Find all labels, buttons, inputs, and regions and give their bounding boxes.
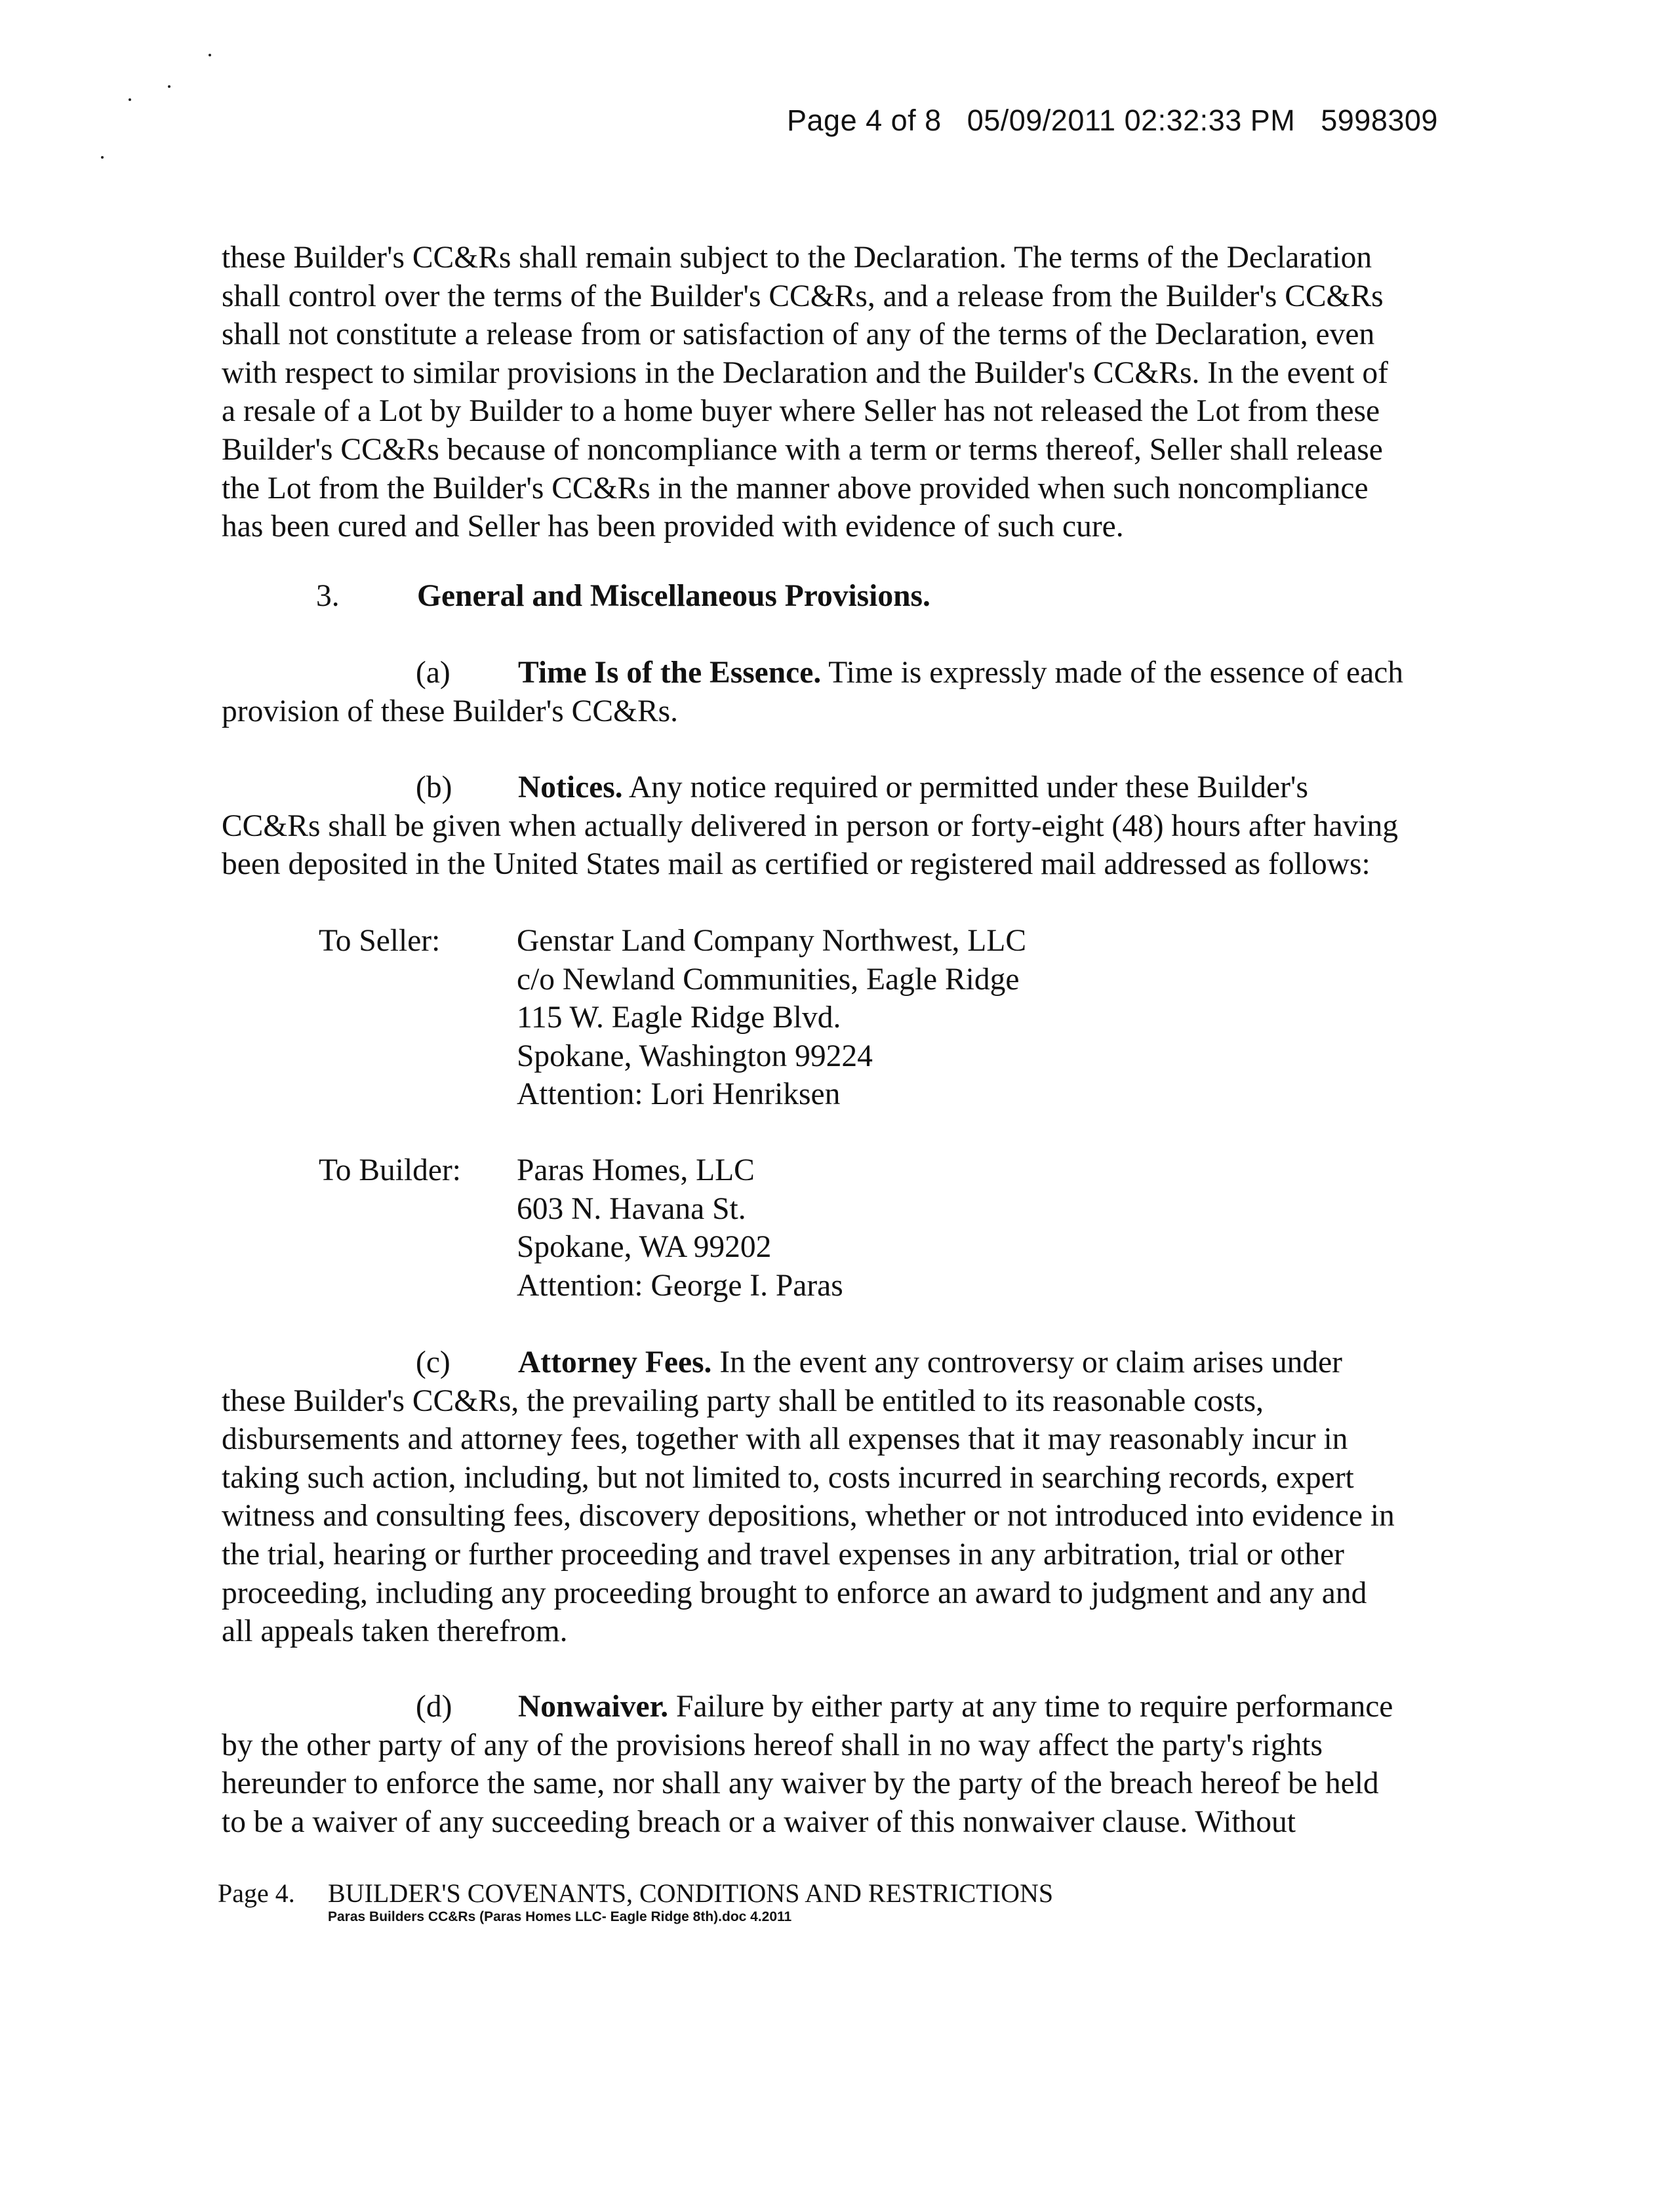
address-line: 115 W. Eagle Ridge Blvd.: [517, 1001, 841, 1035]
provision-first-line: [222, 1688, 1468, 1726]
text-line: proceeding, including any proceeding brought to enforce an award to judgment and any and: [222, 1576, 1367, 1610]
provision-b: [222, 768, 1468, 884]
text-line: taking such action, including, but not limited to, costs incurred in searching records, expert: [222, 1460, 1354, 1495]
text-line: CC&Rs shall be given when actually delivered in person or forty-eight (48) hours after having: [222, 808, 1398, 843]
provision-title: Nonwaiver.: [518, 1690, 669, 1724]
address-line: 603 N. Havana St.: [517, 1191, 746, 1226]
provision-label: (c): [416, 1345, 450, 1379]
text-line: the trial, hearing or further proceeding and travel expenses in any arbitration, trial or other: [222, 1537, 1344, 1572]
text-line: all appeals taken therefrom.: [222, 1614, 568, 1649]
provision-first-line: [222, 654, 1468, 692]
text-line: a resale of a Lot by Builder to a home buyer where Seller has not released the Lot from these: [222, 394, 1380, 429]
text-line: these Builder's CC&Rs, the prevailing party shall be entitled to its reasonable costs,: [222, 1383, 1264, 1418]
scan-speck: [168, 85, 170, 88]
text-line: to be a waiver of any succeeding breach or a waiver of this nonwaiver clause. Without: [222, 1804, 1296, 1839]
builder-address-lines: [517, 1151, 843, 1305]
text-line: been deposited in the United States mail as certified or registered mail addressed as follows:: [222, 847, 1370, 882]
text-line: disbursements and attorney fees, together with all expenses that it may reasonably incur in: [222, 1422, 1348, 1457]
footer-filename: Paras Builders CC&Rs (Paras Homes LLC- Eagle Ridge 8th).doc 4.2011: [328, 1909, 792, 1924]
provision-label: (d): [416, 1690, 452, 1724]
text-line: shall control over the terms of the Builder's CC&Rs, and a release from the Builder's CC&Rs: [222, 279, 1384, 313]
section-number: 3.: [316, 579, 340, 613]
address-line: Attention: George I. Paras: [517, 1268, 843, 1303]
address-line: Paras Homes, LLC: [517, 1153, 755, 1187]
text-line: Builder's CC&Rs because of noncompliance with a term or terms thereof, Seller shall release: [222, 432, 1383, 467]
provision-first-line: [222, 1343, 1468, 1382]
provision-text: Any notice required or permitted under these Builder's: [622, 770, 1308, 804]
footer-title: BUILDER'S COVENANTS, CONDITIONS AND RESTRICTIONS: [328, 1878, 1054, 1908]
provision-d: [222, 1688, 1468, 1841]
text-line: witness and consulting fees, discovery depositions, whether or not introduced into evidence in: [222, 1499, 1395, 1534]
section-heading: [316, 577, 930, 616]
provision-label: (b): [416, 770, 452, 804]
provision-text: Failure by either party at any time to require performance: [668, 1690, 1393, 1724]
address-line: Attention: Lori Henriksen: [517, 1077, 841, 1112]
seller-address-lines: [517, 922, 1026, 1114]
provision-text: In the event any controversy or claim arises under: [711, 1345, 1342, 1379]
address-line: Spokane, WA 99202: [517, 1230, 772, 1265]
text-line: these Builder's CC&Rs shall remain subject to the Declaration. The terms of the Declaration: [222, 241, 1372, 275]
text-line: the Lot from the Builder's CC&Rs in the manner above provided when such noncompliance: [222, 471, 1369, 506]
provision-first-line: [222, 768, 1468, 807]
provision-title: Notices.: [518, 770, 623, 804]
text-line: provision of these Builder's CC&Rs.: [222, 694, 678, 728]
recording-stamp: Page 4 of 8 05/09/2011 02:32:33 PM 5998309: [787, 104, 1438, 137]
footer-page-number: Page 4.: [218, 1878, 295, 1908]
provision-c: [222, 1343, 1468, 1651]
scan-speck: [101, 156, 104, 159]
provision-title: Time Is of the Essence.: [518, 656, 822, 690]
builder-label: To Builder:: [319, 1153, 461, 1187]
scan-speck: [209, 54, 211, 56]
seller-label: To Seller:: [319, 924, 441, 958]
provision-title: Attorney Fees.: [518, 1345, 712, 1379]
scan-speck: [129, 98, 131, 101]
address-line: Spokane, Washington 99224: [517, 1039, 873, 1073]
address-line: Genstar Land Company Northwest, LLC: [517, 924, 1027, 958]
page-footer: [218, 1879, 1053, 1908]
continuation-paragraph: [222, 239, 1468, 546]
provision-label: (a): [416, 656, 450, 690]
text-line: hereunder to enforce the same, nor shall any waiver by the party of the breach hereof be held: [222, 1766, 1379, 1801]
text-line: by the other party of any of the provisions hereof shall in no way affect the party's rights: [222, 1728, 1323, 1762]
text-line: shall not constitute a release from or satisfaction of any of the terms of the Declaration, even: [222, 317, 1375, 352]
text-line: with respect to similar provisions in the Declaration and the Builder's CC&Rs. In the event of: [222, 355, 1388, 390]
provision-a: [222, 654, 1468, 730]
provision-text: Time is expressly made of the essence of each: [821, 656, 1403, 690]
address-line: c/o Newland Communities, Eagle Ridge: [517, 962, 1020, 997]
section-title: General and Miscellaneous Provisions.: [417, 579, 930, 613]
text-line: has been cured and Seller has been provided with evidence of such cure.: [222, 509, 1124, 544]
